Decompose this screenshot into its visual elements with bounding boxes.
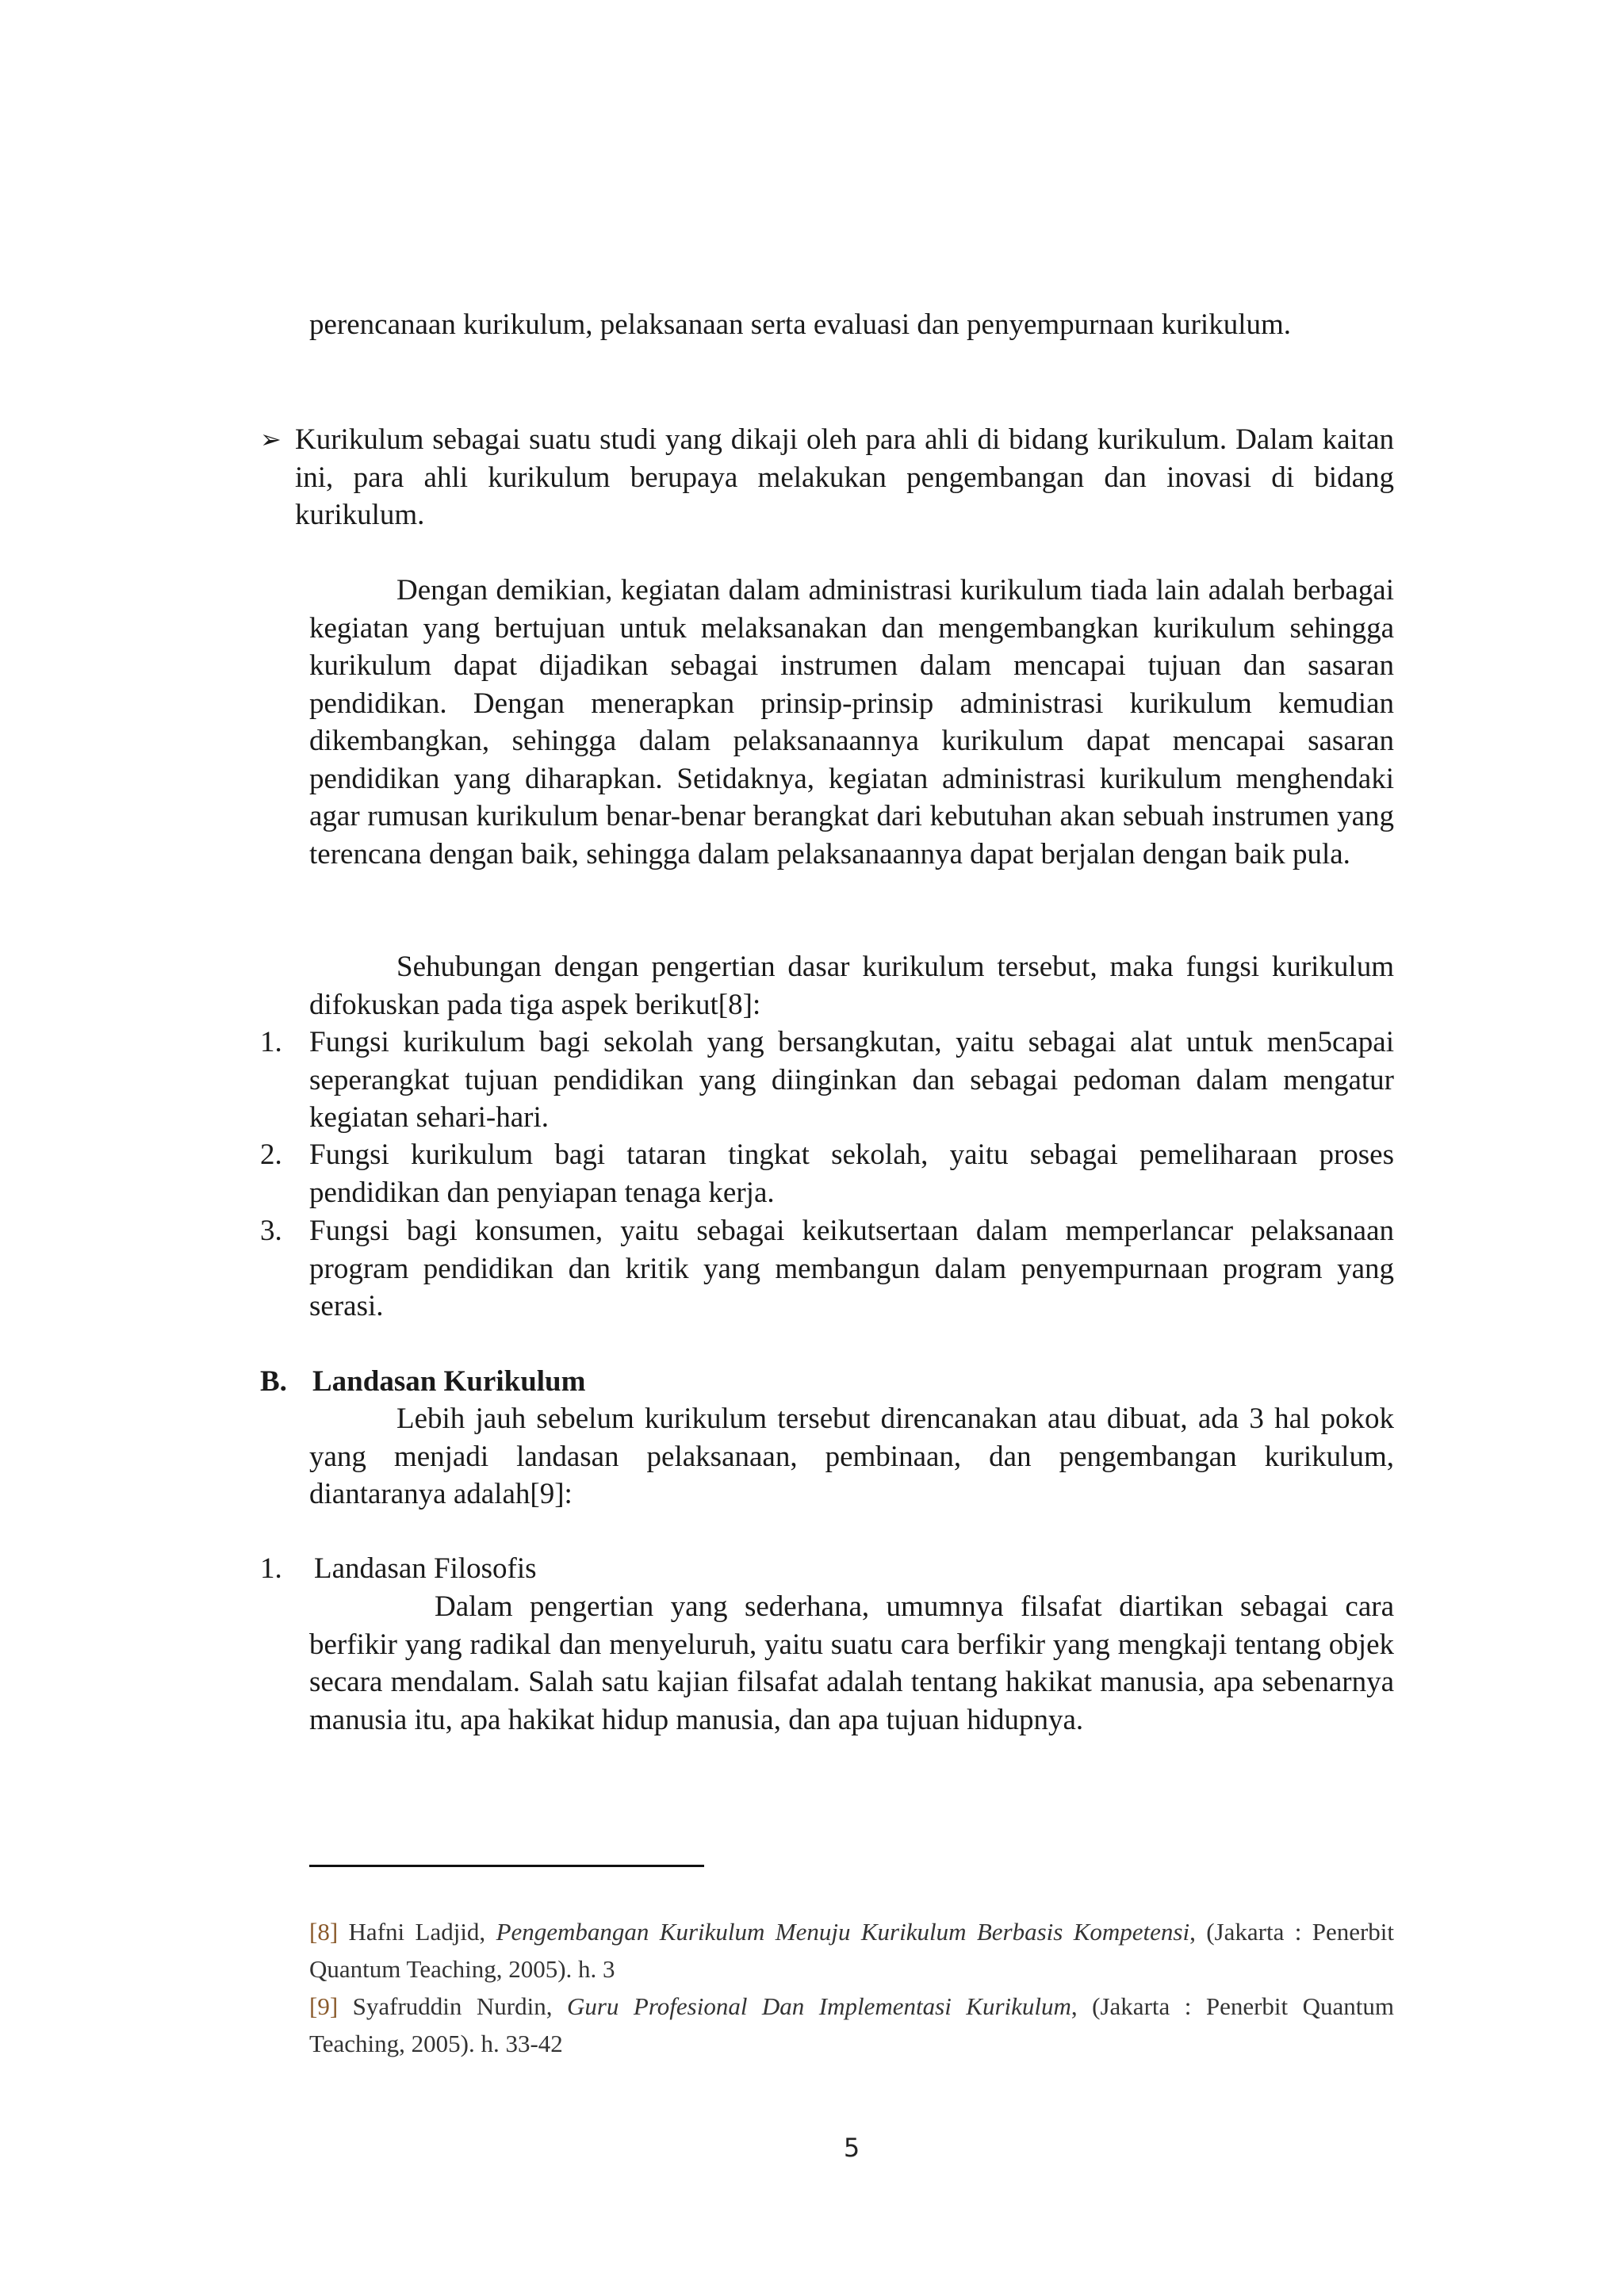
subsection-1-heading xyxy=(260,1550,537,1588)
continued-paragraph: perencanaan kurikulum, pelaksanaan serta evaluasi dan penyempurnaan kurikulum. xyxy=(309,308,1292,341)
function-2-text: Fungsi kurikulum bagi tataran tingkat sekolah, yaitu sebagai pemeliharaan proses pendidikan dan penyiapan tenaga kerja. xyxy=(309,1138,1394,1209)
function-1-text: Fungsi kurikulum bagi sekolah yang bersangkutan, yaitu sebagai alat untuk men5capai seperangkat tujuan pendidikan yang diinginkan dan sebagai pedoman dalam mengatur kegiatan sehari-hari. xyxy=(309,1026,1394,1134)
arrow-bullet-icon: ➢ xyxy=(260,424,282,454)
footnote-8-author: Hafni Ladjid, xyxy=(348,1918,486,1946)
paragraph-administrasi: Dengan demikian, kegiatan dalam administrasi kurikulum tiada lain adalah berbagai kegiatan yang bertujuan untuk melaksanakan dan mengembangkan kurikulum sehingga kurikulum dapat dijadikan sebagai instrumen dalam mencapai tujuan dan sasaran pendidikan. Dengan menerapkan prinsip-prinsip administrasi kurikulum kemudian dikembangkan, sehingga dalam pelaksanaannya kurikulum dapat mencapai sasaran pendidikan yang diharapkan. Setidaknya, kegiatan administrasi kurikulum menghendaki agar rumusan kurikulum benar-benar berangkat dari kebutuhan akan sebuah instrumen yang terencana dengan baik, sehingga dalam pelaksanaannya dapat berjalan dengan baik pula. xyxy=(309,574,1394,871)
section-b-heading xyxy=(260,1363,585,1401)
footnote-8 xyxy=(309,1913,1394,1988)
section-b-letter: B. xyxy=(260,1365,287,1398)
footnote-9-ref: [9] xyxy=(309,1992,339,2020)
function-3-number: 3. xyxy=(260,1215,282,1247)
footnote-8-title: Pengembangan Kurikulum Menuju Kurikulum Berbasis Kompetensi xyxy=(496,1918,1190,1946)
subsection-1-text: Dalam pengertian yang sederhana, umumnya filsafat diartikan sebagai cara berfikir yang radikal dan menyeluruh, yaitu suatu cara berfikir yang mengkaji tentang objek secara mendalam. Salah satu kajian filsafat adalah tentang hakikat manusia, apa sebenarnya manusia itu, apa hakikat hidup manusia, dan apa tujuan hidupnya. xyxy=(309,1590,1394,1736)
page-number: 5 xyxy=(843,2133,860,2163)
footnote-9-rest: , (Jakarta : Penerbit Quantum Teaching, 2005). h. 33-42 xyxy=(309,1992,1395,2057)
section-b-intro: Lebih jauh sebelum kurikulum tersebut direncanakan atau dibuat, ada 3 hal pokok yang menjadi landasan pelaksanaan, pembinaan, dan pengembangan kurikulum, diantaranya adalah[9]: xyxy=(309,1402,1394,1510)
bullet-text: Kurikulum sebagai suatu studi yang dikaji oleh para ahli di bidang kurikulum. Dalam kaitan ini, para ahli kurikulum berupaya melakukan pengembangan dan inovasi di bidang kurikulum. xyxy=(295,423,1394,531)
footnote-9-author: Syafruddin Nurdin, xyxy=(352,1992,553,2020)
subsection-1-title: Landasan Filosofis xyxy=(314,1552,537,1585)
function-1-number: 1. xyxy=(260,1026,282,1058)
function-3-text: Fungsi bagi konsumen, yaitu sebagai keikutsertaan dalam memperlancar pelaksanaan program pendidikan dan kritik yang membangun dalam penyempurnaan program yang serasi. xyxy=(309,1215,1394,1322)
footnote-9 xyxy=(309,1988,1394,2062)
footnote-separator xyxy=(309,1865,704,1867)
footnote-8-rest: , (Jakarta : Penerbit Quantum Teaching, 2005). h. 3 xyxy=(309,1918,1395,1983)
footnote-9-title: Guru Profesional Dan Implementasi Kurikulum xyxy=(566,1992,1071,2020)
section-b-title: Landasan Kurikulum xyxy=(312,1365,586,1398)
footnote-8-ref: [8] xyxy=(309,1918,339,1946)
function-2-number: 2. xyxy=(260,1138,282,1171)
subsection-1-number: 1. xyxy=(260,1552,282,1585)
paragraph-fungsi-intro: Sehubungan dengan pengertian dasar kurikulum tersebut, maka fungsi kurikulum difokuskan pada tiga aspek berikut[8]: xyxy=(309,951,1394,1021)
